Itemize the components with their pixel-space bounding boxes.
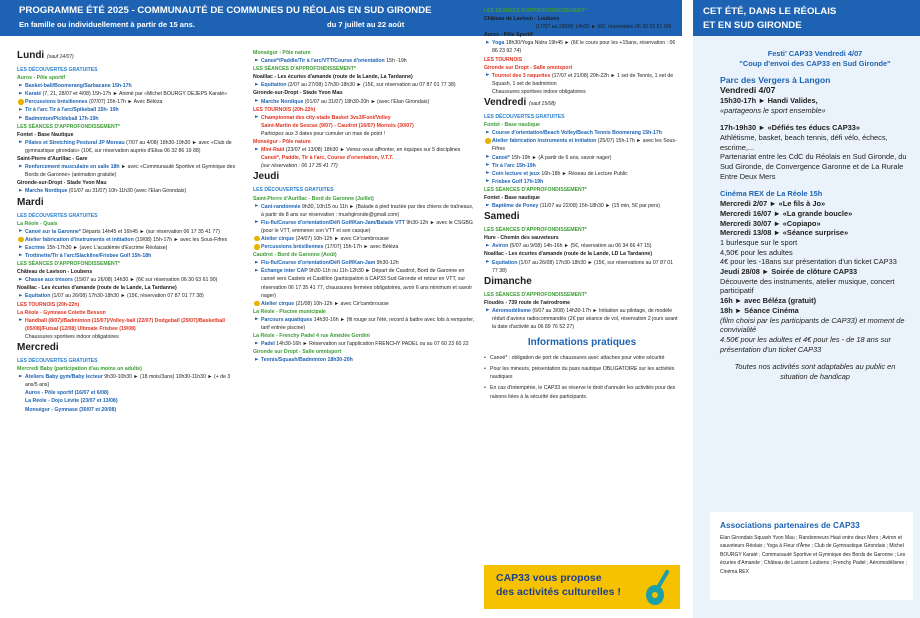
venue-label: La Réole - Gymnase Colette Besson (17, 309, 106, 316)
page-title: PROGRAMME ÉTÉ 2025 - COMMUNAUTÉ DE COMMUNES DU RÉOLAIS EN SUD GIRONDE (19, 5, 432, 16)
film-line: 1 burlesque sur le sport (720, 237, 798, 247)
activity-item: Escrime 15h-17h30 ► (avec L'académie d'Escrime Réolaise) (17, 244, 242, 252)
activity-item: Mini-Raid (23/07 et 13/08) 18h30 ► Venez-vous affronter, en équipes sur 5 disciplines (253, 146, 475, 154)
category-label: LES SÉANCES D'APPROFONDISSEMENT* (484, 291, 587, 298)
venue-label: Monségur - Pôle nature (253, 50, 311, 56)
venue-label: Château de Lavison - Loubens (17, 269, 93, 276)
activity-item: Percussions brésiliennes (17/07) 15h-17h ► avec Béléza (253, 243, 475, 251)
film-line: Mercredi 2/07 ► «Le fils à Jo» (720, 199, 826, 209)
event-line: «partageons le sport ensemble» (720, 105, 826, 115)
activity-item: Pilates et Stretching Postural JP Moreau (7/07 au 4/08) 18h30-19h30 ► avec «Club de gymnastique girondais» (10€, sur réservation auprès d'Elisa 06 32 86 19 88) (17, 139, 242, 155)
venue-title: Parc des Vergers à Langon (720, 75, 831, 86)
activity-item: Frisbee Golf 17h-19h (484, 178, 680, 186)
festi-title: Festi' CAP33 Vendredi 4/07 (767, 49, 863, 58)
venue-label: La Réole - Quais (17, 220, 58, 227)
film-line: Mercredi 30/07 ► «Copiapo» (720, 218, 821, 228)
day-heading-samedi: Samedi (484, 211, 520, 223)
closing-line: (film choisi par les participants de CAP33) et moment de convivialité (720, 315, 905, 335)
activity-item: Karaté (7, 21, 28/07 et 4/08) 15h-17h ► Animé par «Michel BOURGY DEJEPS Karaté» (17, 90, 242, 98)
activity-item: Aéromodélisme (6/07 au 3/08) 14h30-17h ► Initiation au pilotage, de modèle réduit d'avions radiocommandés (2€ par séance de vol, réservation 2 jours avant la date d'activité au 06 89 76 52 27) (484, 307, 680, 331)
sidebar-header (693, 0, 920, 36)
guitar-icon (643, 567, 677, 607)
activity-item: Parcours aquatiques 14h30-16h ► (fil rouge sur l'été, record à battre avec lots à remporter, tarif entrée piscine) (253, 316, 475, 332)
column-3 (484, 7, 680, 404)
activity-item: Championnat des city-stade Basket 3vs3/Foot/Volley (253, 114, 475, 122)
info-item: • Canoë* : obligation de port de chaussures avec attaches pour votre sécurité (484, 354, 680, 362)
activity-item: Baptême de Poney (11/07 au 22/08) 15h-18h30 ► (15 min, 5€ par pers) (484, 202, 680, 210)
category-label: LES SÉANCES D'APPROFONDISSEMENT* (17, 123, 120, 130)
activity-item: Canoë*, Paddle, Tir à l'arc, Course d'orientation, V.T.T. (261, 155, 394, 162)
activity-item: Aviron (5/07 au 9/08) 14h-16h ► (5€, réservation au 06 34 66 47 15) (484, 242, 680, 250)
culture-text: CAP33 vous propose des activités culturelles ! (496, 572, 621, 598)
event-line: Partenariat entre les CdC du Réolais en Sud Gironde, du Sud Gironde, de Convergence Garonne et de La Rurale Entre Deux Mers (720, 152, 907, 181)
activity-note: Participez aux 3 dates pour cumuler un max de point ! (261, 130, 385, 137)
venue-label: Saint-Pierre d'Aurillac - Bord de Garonne (Juillet) (253, 195, 374, 202)
film-line: 4€ pour les -18ans sur présentation d'un ticket CAP33 (720, 257, 897, 267)
event-line: Athlétisme, basket, beach tennis, défi vélo, échecs, escrime,... (720, 132, 888, 152)
activity-item: Basket-ball/Boomerang/Sarbacane 15h-17h (17, 82, 242, 90)
activity-item: Ateliers Baby gym/Baby lecteur 9h30-10h30 ► (18 mois/3ans) 10h30-11h30 ► (+ de 3 ans/5 ans) (17, 373, 242, 389)
venue-label: Gironde sur Dropt - Salle omnisport (484, 64, 573, 71)
venue-label: Hure - Chemin des sauveteurs (484, 235, 559, 242)
category-label: LES SÉANCES D'APPROFONDISSEMENT* (17, 261, 120, 268)
event-line: 15h30-17h ► Handi Valides, (720, 95, 818, 105)
category-label: LES DÉCOUVERTES GRATUITES (17, 67, 98, 73)
activity-note: Chaussures sportives indoor obligatoires (25, 333, 119, 340)
activity-item: Padel 14h30-16h ► Réservation sur l'application FRENCHY PADEL ou au 07 60 23 60 22 (253, 340, 475, 348)
venue-label: Château de Lavison - Loubens (484, 16, 560, 23)
activity-item: Atelier cirque (24/07) 10h-12h ► avec Cir'cambrousse (253, 235, 475, 243)
info-heading: Informations pratiques (527, 337, 637, 349)
column-2 (253, 49, 475, 364)
activity-item: Chasse au trésor (17/07 au 28/08) 14h30 ► (6€, réservation 06 30 63 61 90) (484, 23, 680, 31)
info-item: • En cas d'intempérie, le CAP33 se réserve le droit d'annuler les activités pour des raisons liées à la sécurité des participants. (484, 384, 680, 400)
venue-label: Floudès - 739 route de l'aérodrome (484, 299, 570, 306)
day-heading-vendredi: Vendredi (sauf 15/08) (484, 97, 556, 109)
day-heading-jeudi: Jeudi (253, 171, 280, 183)
film-line: Mercredi 13/08 ► «Séance surprise» (720, 228, 849, 238)
activity-item: Marche Nordique (01/07 au 31/07) 18h30-20h ► (avec l'Elan Girondais) (253, 98, 475, 106)
activity-item: Coin lecture et jeux 16h-18h ► Réseau de Lecture Public (484, 170, 680, 178)
activity-item: Equitation (2/07 au 27/08) 17h30-18h30 ► (15€, sur réservation au 07 87 01 77 38) (253, 81, 475, 89)
venue-label: Fontet - Base Nautique (17, 131, 74, 138)
venue-label: Saint-Pierre d'Aurillac - Gare (17, 156, 88, 163)
sidebar-title: ET EN SUD GIRONDE (703, 20, 802, 31)
venue-label: Noaillac - Les écuries d'amande (route de la Lande, La Tardanne) (253, 74, 413, 81)
category-label: LES TOURNOIS (20h-22h) (253, 106, 316, 113)
event-line: 17h-19h30 ► «Défiés tes éducs CAP33» (720, 123, 861, 133)
partners-box (710, 512, 913, 600)
venue-label: Monségur - Pôle nature (253, 139, 311, 146)
activity-item: Handball (8/07)/Badminton (15/07)/Volley-ball (22/07) Dodgeball (29/07)/Basketball (05/08)/Futsal (12/08) Ultimate Frisbee (19/08) (17, 317, 242, 333)
activity-item: Échange inter CAP 9h30-11h ou 11h-12h30 ► Départ de Caudrot, Bord de Garonne en canoë vers Castets et Castillon (participation à CAP33 Sud Gironde et retour en VTT, sur réservation 06 17 35 41 77, chaussures fermées obligatoires, avoir 6 ans minimum et savoir nager) (253, 267, 475, 299)
activity-item: Course d'orientation/Beach Volley/Beach Tennis Boomerang 15h-17h (484, 129, 680, 137)
activity-item: Chasse aux trésors (15/07 au 26/08) 14h30 ► (6€ sur réservation 06 30 63 61 90) (17, 276, 242, 284)
activity-item: Tournoi des 3 raquettes (17/07 et 21/08) 20h-22h ► 1 set de Tennis, 1 set de Squash, 1 set de badminton (484, 72, 680, 88)
film-line: Mercredi 16/07 ► «La grande boucle» (720, 208, 853, 218)
activity-item: Percussions brésiliennes (07/07) 15h-17h ► Avec Béléza (17, 98, 242, 106)
category-label: LES DÉCOUVERTES GRATUITES (484, 114, 565, 121)
activity-item: Equitation (1/07 au 26/08) 17h30-18h30 ► (15€, sur réservations au 07 87 01 77 38) (484, 259, 680, 275)
activity-item: Saint-Martin de Sescas (9/07) - Caudrot (16/07) Morizès (30/07) (261, 122, 414, 129)
venue-label: La Réole - Frenchy Padel 4 rue Amédée Gordini (253, 333, 370, 340)
activity-item: Flu-flu/Course d'orientation/Défi Golf/Kan-Jam 9h30-12h (253, 259, 475, 267)
day-heading-lundi: Lundi (sauf 14/07) (17, 50, 74, 61)
sidebar-content (720, 49, 910, 382)
closing-line: 16h ► avec Béléza (gratuit) (720, 296, 817, 306)
page-subtitle: En famille ou individuellement à partir de 15 ans. (19, 20, 195, 29)
activity-note: Chaussures sportives indoor obligatoires (492, 88, 586, 95)
category-label: LES TOURNOIS (20h-22h) (17, 301, 80, 308)
info-item: • Pour les mineurs, présentation du pass nautique OBLIGATOIRE sur les activités nautiques (484, 365, 680, 381)
activity-item: Atelier fabrication instruments et initiation (25/07) 15h-17h ► avec les Sous-Fifres (484, 137, 680, 153)
closing-line: 4.50€ pour les adultes et 4€ pour les - de 18 ans sur présentation d'un ticket CAP33 (720, 334, 891, 354)
venue-label: Noaillac - Les écuries d'amande (route de la Lande, LD La Tardanne) (484, 251, 653, 258)
culture-promo (484, 565, 680, 609)
activity-item: Yoga 18h30/Yoga Nidra 19h45 ► (6€ le cours pour les +15ans, réservation : 06 86 23 92 74) (484, 39, 680, 55)
activity-item: Equitation (1/07 au 26/08) 17h30-18h30 ► (15€, réservation 07 87 01 77 38) (17, 292, 242, 300)
activity-item: Canoë*/Paddle/Tir à l'arc/VTT/Course d'orientation 15h -19h (253, 57, 475, 65)
category-label: LES SÉANCES D'APPROFONDISSEMENT* (484, 8, 587, 14)
activity-item: Trottinette/Tir à l'arc/Slackline/Frisbee Golf 15h-18h (17, 252, 242, 260)
activity-item: Auros - Pôle sportif (16/07 et 6/08) (25, 390, 109, 397)
day-heading-mercredi: Mercredi (17, 342, 59, 353)
venue-label: La Réole - Piscine municipale (253, 308, 326, 315)
venue-label: Mercredi Baby (participation d'au moins un adulte) (17, 366, 142, 373)
venue-label: Auros - Pôle sportif (17, 75, 66, 82)
activity-item: Cani-randonnée 9h30, 10h15 ou 11h ► (Balade à pied tractée par des chiens de traîneaux, à partir de 8 ans sur réservation : mushgironde@gmail.com) (253, 203, 475, 219)
category-label: LES TOURNOIS (484, 56, 523, 63)
date-range: du 7 juillet au 22 août (327, 20, 405, 29)
activity-item: Tennis/Squash/Badminton 18h30-20h (253, 356, 475, 364)
activity-item: Marche Nordique (01/07 au 31/07) 10h-11h30 (avec l'Elan Girondais) (17, 187, 242, 195)
category-label: LES DÉCOUVERTES GRATUITES (253, 187, 334, 194)
activity-item: Atelier cirque (21/08) 10h-12h ► avec Cir'cambrousse (253, 300, 475, 308)
activity-item: Tir à l'arc 15h-19h (484, 162, 680, 170)
venue-label: Caudrot - Bord de Garonne (Août) (253, 252, 337, 259)
day-heading-mardi: Mardi (17, 196, 44, 208)
category-label: LES DÉCOUVERTES GRATUITES (17, 212, 98, 219)
sidebar (693, 0, 920, 618)
activity-item: Canoë* 15h-19h ► (À partir de 6 ans, savoir nager) (484, 154, 680, 162)
day-heading-dimanche: Dimanche (484, 275, 532, 287)
category-label: LES SÉANCES D'APPROFONDISSEMENT* (484, 227, 587, 234)
activity-note: (sur réservation : 06 17 35 41 77) (261, 163, 338, 170)
activity-item: Atelier fabrication d'instruments et initiation (19/08) 15h-17h ► avec les Sous-Fifres (17, 236, 242, 244)
accessibility-note: Toutes nos activités sont adaptables au public en situation de handicap (734, 362, 896, 382)
closing-line: Découverte des instruments, atelier musique, concert participatif (720, 276, 895, 296)
sidebar-title: CET ÉTÉ, DANS LE RÉOLAIS (703, 6, 837, 17)
activity-item: Tir à l'arc Tir à l'arc/Spikeball 15h- 19h (17, 106, 242, 114)
venue-label: Noaillac - Les écuries d'amande (route de la Lande, La Tardanne) (17, 285, 177, 292)
category-label: LES DÉCOUVERTES GRATUITES (17, 358, 98, 364)
activity-item: La Réole - Dojo Lévite (23/07 et 13/08) (25, 398, 118, 405)
activity-item: Renforcement musculaire en salle 18h ► avec «Communauté Sportive et Gymnique des Bords de Garonne» (animation gratuite) (17, 163, 242, 179)
category-label: LES SÉANCES D'APPROFONDISSEMENT* (484, 186, 587, 193)
festi-subtitle: "Coup d'envoi des CAP33 en Sud Gironde" (739, 58, 891, 68)
film-line: 4,50€ pour les adultes (720, 247, 793, 257)
venue-label: Gironde-sur-Dropt - Stade Yvon Mau (17, 180, 107, 187)
venue-label: Fontet - Base nautique (484, 194, 540, 201)
info-list (484, 354, 680, 400)
activity-item: Canoë sur la Garonne* Départs 14h45 et 16h45 ► (sur réservation 06 17 35 41 77) (17, 228, 242, 236)
activity-item: Monségur - Gymnase (30/07 et 20/08) (25, 406, 117, 413)
closing-line: 18h ► Séance Cinéma (720, 305, 799, 315)
partners-list: Elan Girondais Squash Yvon Mau ; Randonneurs Haut entre deux Mers ; Aviron et sauveteurs Réolais ; Yoga à Fleur d'Âme ; Club de Gymnastique Girondais ; Michel BOURGY Karaté ; Communauté Sportive et Gymnique des Bords de Garonne ; Les écuries d'Amande ; Château de Lavison Loubens ; Frenchy Padel ; Aéromodélisme ; Cinéma REX (720, 535, 907, 575)
venue-label: Gironde sur Dropt - Salle omnisport (253, 349, 342, 356)
venue-label: Gironde-sur-Dropt - Stade Yvon Mau (253, 90, 343, 97)
closing-line: Jeudi 28/08 ► Soirée de clôture CAP33 (720, 267, 858, 277)
venue-label: Auros - Pôle Sportif (484, 32, 533, 39)
event-date: Vendredi 4/07 (720, 85, 776, 96)
category-label: LES SÉANCES D'APPROFONDISSEMENT* (253, 66, 356, 73)
activity-item: Flu-flu/Course d'orientation/Défi Golf/Kan-Jam/Balade VTT 9h30-12h ► avec le CSGBG (pour le VTT, emmener son VTT et son casque) (253, 219, 475, 235)
column-1 (17, 49, 242, 414)
partners-title: Associations partenaires de CAP33 (720, 520, 860, 530)
cinema-title: Cinéma REX de La Réole 15h (720, 189, 823, 199)
venue-label: Fontet - Base nautique (484, 122, 540, 129)
activity-item: Badminton/Pickleball 17h-19h (17, 115, 242, 123)
